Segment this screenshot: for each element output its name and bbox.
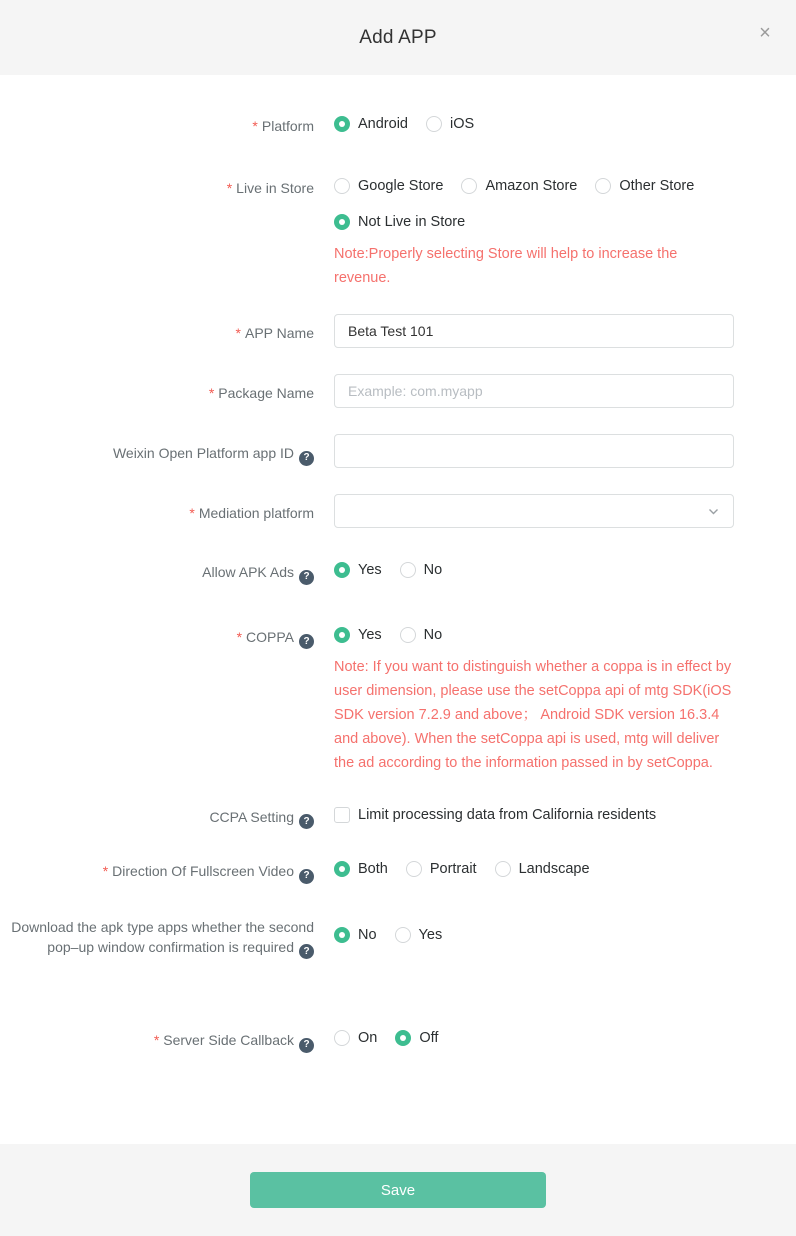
radio-coppa-no-label: No [423,626,443,643]
radio-selected-icon [334,861,350,877]
radio-coppa-no[interactable] [400,625,443,645]
radio-google-store-label: Google Store [358,178,444,194]
package-name-label [0,374,314,403]
radio-unselected-icon [461,178,477,194]
radio-direction-both-label: Both [358,861,388,877]
radio-google-store[interactable] [334,176,443,196]
checkbox-unchecked-icon [334,807,350,823]
live-in-store-options [334,176,734,290]
form-row-package-name [0,374,796,408]
radio-download-no[interactable] [334,925,377,945]
store-radio-row-1 [334,176,734,196]
weixin-app-id-input[interactable] [334,434,734,468]
radio-unselected-icon [406,861,422,877]
radio-selected-icon [334,562,350,578]
store-radio-row-2 [334,212,734,232]
download-confirm-label-text: Download the apk type apps whether the second pop–up window confirmation is required [11,918,314,955]
direction-label [0,859,314,884]
radio-download-yes-label: Yes [418,926,443,943]
platform-label-text: Platform [261,118,314,134]
radio-download-yes[interactable] [395,925,443,945]
help-icon[interactable]: ? [299,1038,314,1053]
radio-direction-landscape-label: Landscape [518,861,590,877]
form-row-platform [0,114,796,136]
radio-callback-off[interactable] [395,1028,438,1048]
radio-not-live-in-store-label: Not Live in Store [358,214,466,230]
direction-options [334,859,734,879]
weixin-app-id-label [0,434,314,466]
form-row-mediation-platform [0,494,796,528]
live-in-store-label-text: Live in Store [236,180,314,196]
required-asterisk: * [235,325,241,341]
allow-apk-ads-label-text: Allow APK Ads [202,564,294,580]
form-row-coppa [0,625,796,775]
dialog-header [0,0,796,75]
radio-unselected-icon [495,861,511,877]
radio-callback-on-label: On [358,1030,378,1046]
coppa-label [0,625,314,650]
radio-selected-icon [334,627,350,643]
platform-radio-group [334,114,734,134]
dialog-footer [0,1144,796,1236]
radio-selected-icon [334,927,350,943]
download-confirm-options [334,915,734,945]
radio-unselected-icon [334,178,350,194]
mediation-platform-select[interactable] [334,494,734,528]
radio-other-store[interactable] [595,176,694,196]
ccpa-label-text: CCPA Setting [209,808,294,825]
radio-amazon-store[interactable] [461,176,577,196]
form-row-app-name [0,314,796,348]
weixin-app-id-control [334,434,734,468]
ccpa-checkbox-label: Limit processing data from California residents [358,806,657,823]
direction-label-text: Direction Of Fullscreen Video [112,863,294,879]
radio-unselected-icon [400,627,416,643]
radio-callback-off-label: Off [419,1030,439,1046]
radio-android-label: Android [358,116,408,132]
radio-apk-ads-yes[interactable] [334,560,382,580]
radio-ios-label: iOS [449,116,475,132]
help-icon[interactable]: ? [299,634,314,649]
coppa-note: Note: If you want to distinguish whether a coppa is in effect by user dimension, please use the setCoppa api of mtg SDK(iOS SDK version 7.2.9 and above； Android SDK version 16.3.4 and above). When the setCoppa api is used, mtg will deliver the ad according to the information passed in by setCoppa. [334,658,732,771]
radio-android[interactable] [334,114,408,134]
close-icon[interactable]: × [759,22,771,44]
package-name-control [334,374,734,408]
radio-other-store-label: Other Store [619,178,695,194]
form-row-direction [0,859,796,884]
coppa-options [334,625,734,775]
server-callback-radio-group [334,1028,734,1048]
ccpa-checkbox-option[interactable] [334,805,656,825]
radio-not-live-in-store[interactable] [334,212,465,232]
required-asterisk: * [208,385,215,401]
platform-label [0,114,314,136]
weixin-app-id-label-text: Weixin Open Platform app ID [112,445,294,461]
radio-apk-ads-no[interactable] [400,560,443,580]
store-note: Note:Properly selecting Store will help to increase the revenue. [334,246,678,286]
download-confirm-label [0,915,314,960]
radio-direction-portrait[interactable] [406,859,477,879]
direction-radio-group [334,859,734,879]
radio-unselected-icon [426,116,442,132]
required-asterisk: * [236,628,243,645]
app-name-input[interactable] [334,314,734,348]
server-callback-label [0,1028,314,1053]
ccpa-control [334,805,734,828]
coppa-radio-group [334,625,734,645]
live-in-store-label [0,176,314,198]
ccpa-label [0,805,314,830]
form-row-weixin-app-id [0,434,796,468]
radio-unselected-icon [395,927,411,943]
radio-selected-icon [334,116,350,132]
allow-apk-ads-options [334,560,734,580]
mediation-platform-label-text: Mediation platform [198,505,314,521]
radio-download-no-label: No [358,926,377,943]
dialog-body [0,75,796,1144]
form-row-allow-apk-ads [0,560,796,585]
help-icon[interactable]: ? [299,451,314,466]
mediation-platform-control [334,494,734,528]
radio-selected-icon [334,214,350,230]
help-icon[interactable]: ? [299,944,314,959]
save-button[interactable]: Save [250,1172,546,1208]
required-asterisk: * [102,863,109,879]
radio-direction-both[interactable] [334,859,388,879]
radio-apk-ads-no-label: No [423,562,443,578]
radio-selected-icon [395,1030,411,1046]
server-callback-label-text: Server Side Callback [163,1032,294,1048]
dialog-title: Add APP [359,26,437,48]
radio-ios[interactable] [426,114,474,134]
app-name-control [334,314,734,348]
allow-apk-ads-label [0,560,314,585]
radio-unselected-icon [334,1030,350,1046]
form-row-live-in-store [0,176,796,290]
form-row-server-callback [0,1028,796,1053]
required-asterisk: * [226,180,233,196]
app-name-label [0,314,314,343]
help-icon[interactable]: ? [299,570,314,585]
radio-direction-landscape[interactable] [495,859,590,879]
app-name-label-text: APP Name [245,325,314,341]
mediation-platform-label [0,494,314,523]
allow-apk-ads-radio-group [334,560,734,580]
form-row-download-confirm [0,915,796,960]
server-callback-options [334,1028,734,1048]
platform-options [334,114,734,134]
radio-unselected-icon [400,562,416,578]
radio-apk-ads-yes-label: Yes [358,562,382,578]
form-row-ccpa [0,805,796,830]
required-asterisk: * [153,1032,160,1048]
radio-unselected-icon [595,178,611,194]
required-asterisk: * [252,118,258,134]
coppa-label-text: COPPA [246,628,294,645]
package-name-input[interactable] [334,374,734,408]
help-icon[interactable]: ? [299,814,314,829]
package-name-label-text: Package Name [218,385,314,401]
radio-amazon-store-label: Amazon Store [485,178,578,194]
radio-callback-on[interactable] [334,1028,377,1048]
radio-direction-portrait-label: Portrait [429,861,477,877]
download-confirm-radio-group [334,925,734,945]
help-icon[interactable]: ? [299,869,314,884]
required-asterisk: * [189,505,195,521]
radio-coppa-yes-label: Yes [358,626,382,643]
radio-coppa-yes[interactable] [334,625,382,645]
chevron-down-icon [707,505,720,518]
